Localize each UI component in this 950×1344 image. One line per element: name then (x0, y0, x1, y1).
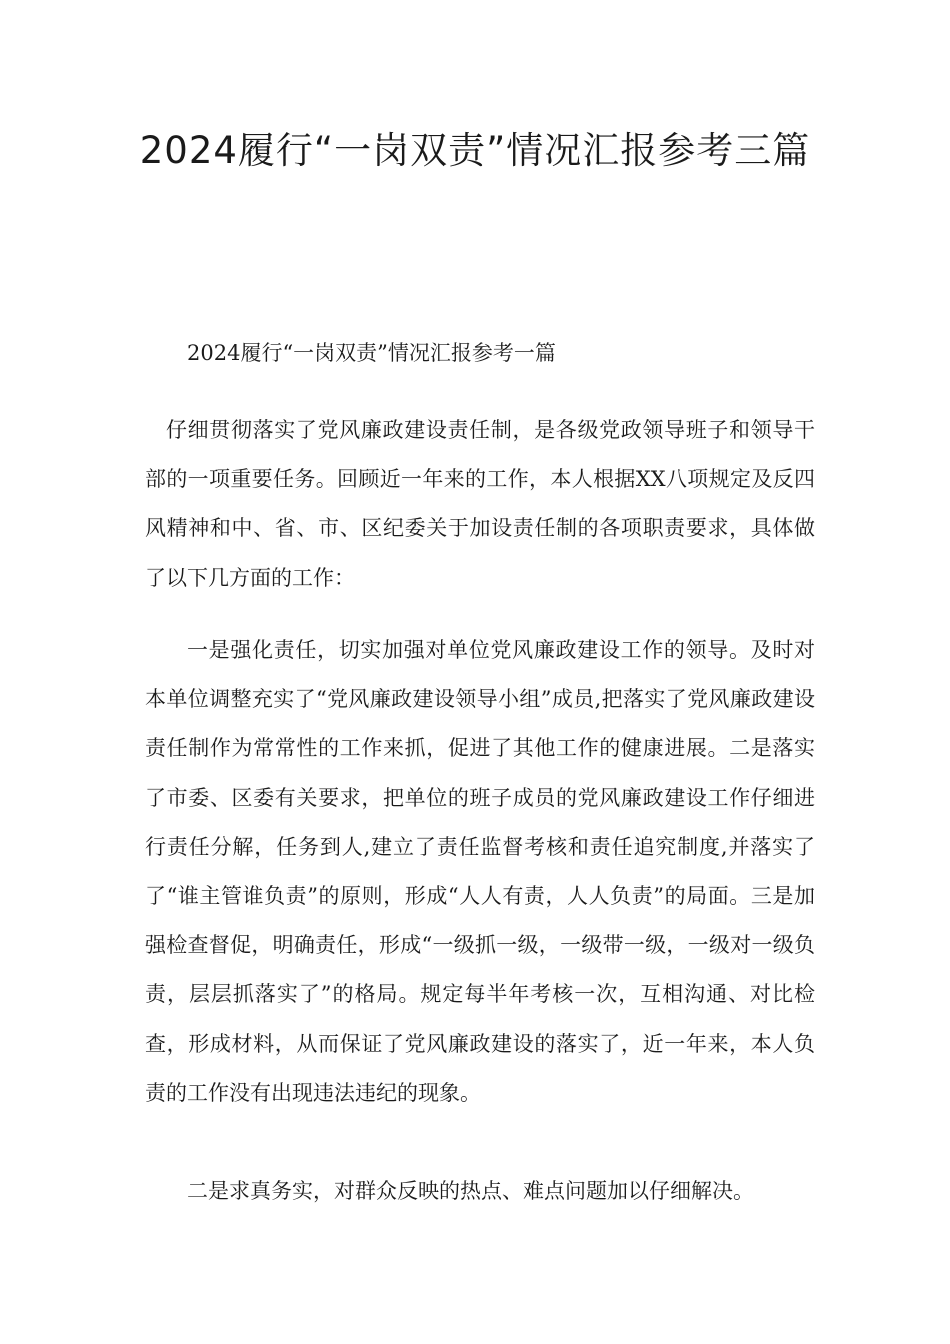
document-title: 2024履行“一岗双责”情况汇报参考三篇 (139, 129, 811, 172)
section-heading: 2024履行“一岗双责”情况汇报参考一篇 (187, 341, 556, 365)
paragraph-intro: 仔细贯彻落实了党风廉政建设责任制，是各级党政领导班子和领导干部的一项重要任务。回顾近一年来的工作，本人根据XX八项规定及反四风精神和中、省、市、区纪委关于加设责任制的各项职责要求，具体做了以下几方面的工作： (145, 418, 815, 590)
paragraph-second-point: 二是求真务实，对群众反映的热点、难点问题加以仔细解决。 (187, 1179, 754, 1203)
paragraph-first-point: 一是强化责任，切实加强对单位党风廉政建设工作的领导。及时对本单位调整充实了“党风廉政建设领导小组”成员,把落实了党风廉政建设责任制作为常常性的工作来抓，促进了其他工作的健康进展。二是落实了市委、区委有关要求，把单位的班子成员的党风廉政建设工作仔细进行责任分解，任务到人,建立了责任监督考核和责任追究制度,并落实了了“谁主管谁负责”的原则，形成“人人有责，人人负责”的局面。三是加强检查督促，明确责任，形成“一级抓一级，一级带一级，一级对一级负责，层层抓落实了”的格局。规定每半年考核一次，互相沟通、对比检查，形成材料，从而保证了党风廉政建设的落实了，近一年来，本人负责的工作没有出现违法违纪的现象。 (145, 638, 815, 1105)
